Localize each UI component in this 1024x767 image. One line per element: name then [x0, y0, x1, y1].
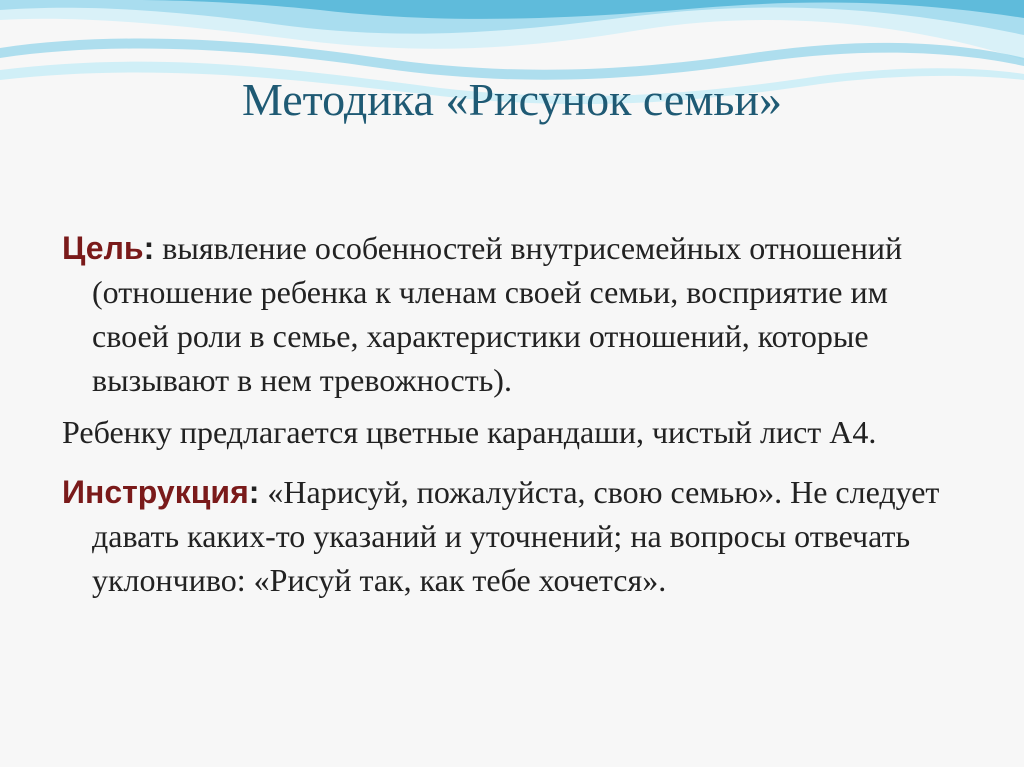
materials-paragraph: Ребенку предлагается цветные карандаши, чистый лист А4. — [62, 414, 877, 450]
slide-body — [62, 226, 962, 602]
goal-colon: : — [143, 230, 155, 266]
instruction-paragraph — [62, 470, 962, 602]
goal-text: выявление особенностей внутрисемейных отношений (отношение ребенка к членам своей семьи, восприятие им своей роли в семье, характеристики отношений, которые вызывают в нем тревожность). — [92, 230, 903, 398]
goal-term: Цель — [62, 230, 144, 266]
instruction-text: «Нарисуй, пожалуйста, свою семью». Не следует давать каких-то указаний и уточнений; на вопросы отвечать уклончиво: «Рисуй так, как тебе хочется». — [92, 474, 940, 598]
slide-title: Методика «Рисунок семьи» — [241, 74, 783, 125]
goal-paragraph — [62, 226, 962, 402]
instruction-colon: : — [248, 474, 260, 510]
instruction-term: Инструкция — [62, 474, 249, 510]
